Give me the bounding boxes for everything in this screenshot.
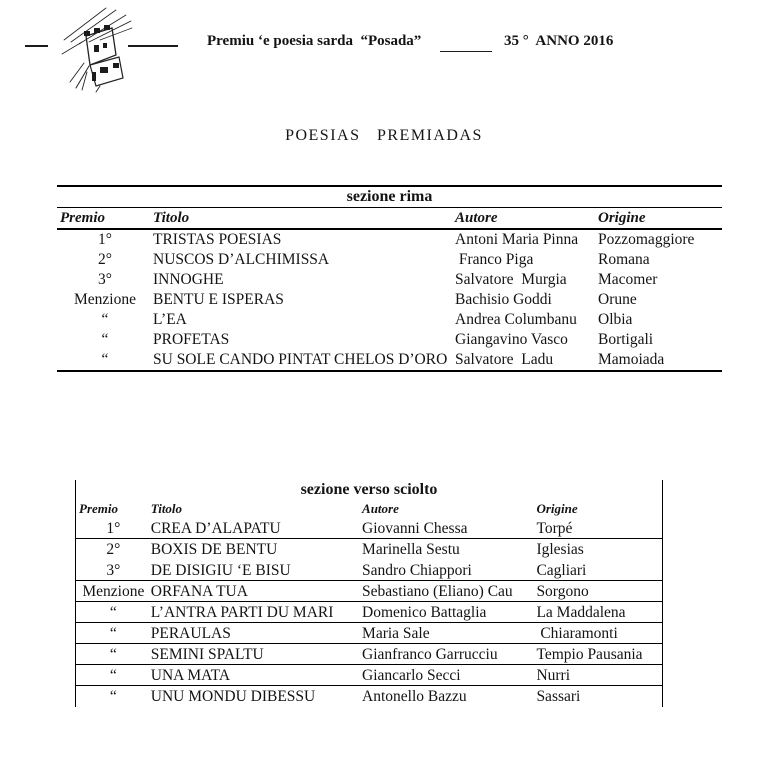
column-header-origine: Origine: [598, 210, 646, 226]
table-cell: “: [101, 331, 109, 348]
table-cell: Orune: [598, 291, 637, 308]
table-cell: Iglesias: [536, 541, 584, 558]
section-title-rima: sezione rima: [57, 187, 722, 208]
table-cell: SEMINI SPALTU: [150, 646, 264, 663]
column-header-titolo: Titolo: [153, 210, 190, 226]
prize-name-title: Premiu ‘e poesia sarda “Posada”: [207, 33, 422, 49]
table-cell: Antoni Maria Pinna: [455, 231, 579, 248]
table-row: [57, 250, 722, 270]
table-row: [76, 602, 662, 623]
table-cell: 2°: [98, 251, 112, 268]
table-cell: Sorgono: [536, 583, 589, 600]
table-cell: PROFETAS: [153, 331, 230, 348]
table-cell: Giancarlo Secci: [362, 667, 461, 684]
column-header-titolo: Titolo: [150, 501, 183, 516]
table-cell: TRISTAS POESIAS: [153, 231, 282, 248]
table-row: [76, 686, 662, 707]
table-cell: BENTU E ISPERAS: [153, 291, 284, 308]
table-cell: “: [109, 667, 117, 684]
table-cell: Romana: [598, 251, 650, 268]
table-row: [76, 539, 662, 560]
table-cell: Gianfranco Garrucciu: [362, 646, 498, 663]
table-row: [76, 518, 662, 539]
table-cell: Salvatore Murgia: [455, 271, 567, 288]
table-cell: Salvatore Ladu: [455, 351, 554, 368]
table-cell: Torpé: [536, 520, 573, 537]
table-cell: 3°: [106, 562, 121, 579]
table-cell: Franco Piga: [455, 251, 534, 268]
anniversary-year-label: 35 ° ANNO 2016: [504, 33, 614, 49]
table-cell: 1°: [98, 231, 112, 248]
table-cell: Sassari: [536, 688, 581, 705]
table-cell: Giovanni Chessa: [362, 520, 468, 537]
table-cell: ORFANA TUA: [150, 583, 248, 600]
table-cell: Maria Sale: [362, 625, 430, 642]
section-title-verso-sciolto: sezione verso sciolto: [300, 481, 438, 498]
posada-castle-logo-sketch: [56, 2, 134, 94]
table-cell: Bachisio Goddi: [455, 291, 552, 308]
table-cell: 2°: [106, 541, 121, 558]
column-header-autore: Autore: [455, 210, 498, 226]
table-row: [76, 623, 662, 644]
table-cell: Marinella Sestu: [362, 541, 460, 558]
table-cell: UNA MATA: [150, 667, 231, 684]
table-cell: Macomer: [598, 271, 658, 288]
table-cell: Cagliari: [536, 562, 587, 579]
rima-section-table: [57, 185, 722, 372]
letterhead-rule-left: [25, 45, 48, 47]
table-header-row: [76, 500, 662, 518]
table-cell: 1°: [106, 520, 121, 537]
table-cell: INNOGHE: [153, 271, 224, 288]
table-cell: “: [101, 311, 109, 328]
table-cell: Sandro Chiappori: [362, 562, 472, 579]
table-row: [76, 644, 662, 665]
letterhead-rule-middle: [128, 45, 178, 47]
column-header-premio: Premio: [60, 210, 105, 226]
letterhead-rule-right: [440, 51, 492, 52]
table-row: [57, 330, 722, 350]
table-cell: Antonello Bazzu: [362, 688, 467, 705]
table-cell: L’EA: [153, 311, 187, 328]
table-cell: UNU MONDU DIBESSU: [150, 688, 316, 705]
column-header-premio: Premio: [79, 501, 118, 516]
table-cell: Andrea Columbanu: [455, 311, 577, 328]
table-cell: Chiaramonti: [536, 625, 618, 642]
table-cell: Pozzomaggiore: [598, 231, 695, 248]
table-row: [76, 665, 662, 686]
table-cell: Menzione: [74, 291, 136, 308]
table-cell: DE DISIGIU ‘E BISU: [150, 562, 291, 579]
table-cell: Giangavino Vasco: [455, 331, 568, 348]
table-cell: “: [109, 604, 117, 621]
table-row: [57, 290, 722, 310]
column-header-origine: Origine: [536, 501, 578, 516]
verso-sciolto-section-table: [75, 480, 663, 707]
table-cell: Bortigali: [598, 331, 654, 348]
table-cell: Menzione: [82, 583, 145, 600]
table-cell: “: [109, 646, 117, 663]
table-cell: Nurri: [536, 667, 571, 684]
table-cell: NUSCOS D’ALCHIMISSA: [153, 251, 330, 268]
column-header-autore: Autore: [362, 501, 399, 516]
table-cell: Domenico Battaglia: [362, 604, 487, 621]
table-cell: SU SOLE CANDO PINTAT CHELOS D’ORO: [153, 351, 448, 368]
table-row: [76, 560, 662, 581]
table-cell: Sebastiano (Eliano) Cau: [362, 583, 513, 600]
table-cell: 3°: [98, 271, 112, 288]
table-cell: “: [101, 351, 109, 368]
table-cell: “: [109, 625, 117, 642]
table-row: [57, 310, 722, 330]
page-title: POESIAS PREMIADAS: [285, 127, 483, 144]
table-cell: CREA D’ALAPATU: [150, 520, 281, 537]
table-row: [57, 230, 722, 250]
table-cell: Tempio Pausania: [536, 646, 643, 663]
table-row: [57, 270, 722, 290]
castle-sketch-icon: [56, 2, 134, 94]
table-row: [57, 350, 722, 370]
table-cell: Mamoiada: [598, 351, 665, 368]
table-cell: Olbia: [598, 311, 633, 328]
table-cell: BOXIS DE BENTU: [150, 541, 278, 558]
table-header-row: [57, 208, 722, 230]
table-cell: L’ANTRA PARTI DU MARI: [150, 604, 334, 621]
table-cell: “: [109, 688, 117, 705]
table-row: [76, 581, 662, 602]
table-cell: La Maddalena: [536, 604, 626, 621]
table-cell: PERAULAS: [150, 625, 231, 642]
